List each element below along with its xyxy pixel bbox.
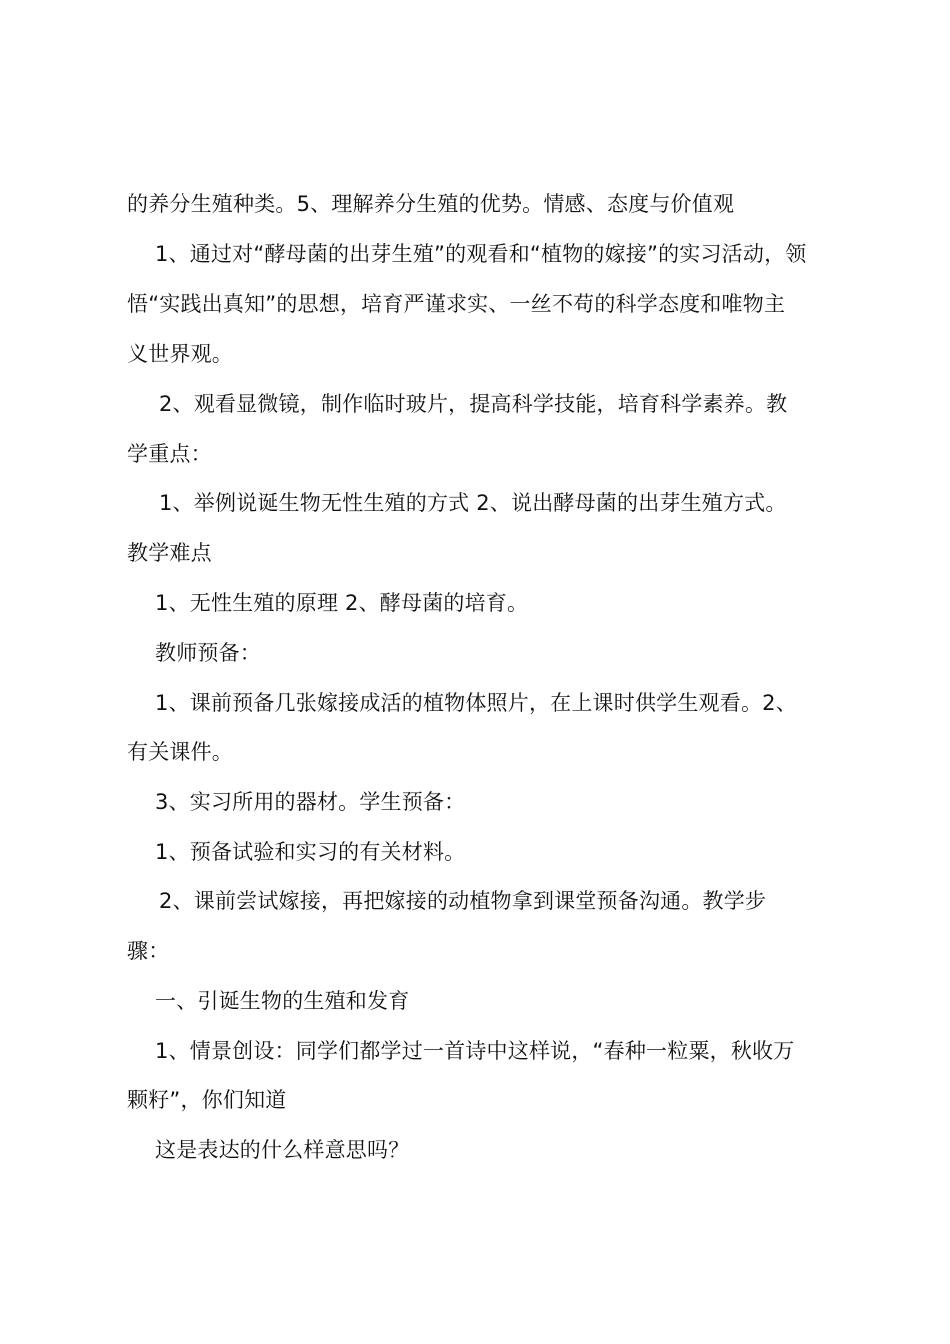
- text-line: 1、通过对“酵母菌的出芽生殖”的观看和“植物的嫁接”的实习活动，领: [155, 242, 807, 266]
- text-line: 1、预备试验和实习的有关材料。: [155, 840, 466, 864]
- text-line: 学重点：: [127, 442, 212, 466]
- text-line: 悟“实践出真知”的思想，培育严谨求实、一丝不苟的科学态度和唯物主: [127, 292, 786, 316]
- text-line: 1、情景创设：同学们都学过一首诗中这样说，“春种一粒粟，秋收万: [155, 1039, 795, 1063]
- text-line: 颗籽”，你们知道: [127, 1088, 287, 1112]
- text-line: 有关课件。: [127, 740, 233, 764]
- text-line: 的养分生殖种类。5、理解养分生殖的优势。情感、态度与价值观: [127, 192, 735, 216]
- text-line: 义世界观。: [127, 342, 233, 366]
- text-line: 教师预备：: [155, 641, 261, 665]
- text-line: 2、课前尝试嫁接，再把嫁接的动植物拿到课堂预备沟通。教学步: [159, 889, 767, 913]
- text-line: 3、实习所用的器材。学生预备：: [155, 790, 466, 814]
- text-line: 教学难点: [127, 541, 212, 565]
- text-line: 这是表达的什么样意思吗？: [155, 1138, 410, 1162]
- text-line: 1、举例说诞生物无性生殖的方式 2、说出酵母菌的出芽生殖方式。: [159, 491, 787, 515]
- text-line: 2、观看显微镜，制作临时玻片，提高科学技能，培育科学素养。教: [159, 392, 788, 416]
- text-line: 一、引诞生物的生殖和发育: [155, 989, 410, 1013]
- text-line: 1、课前预备几张嫁接成活的植物体照片，在上课时供学生观看。2、: [155, 691, 797, 715]
- text-line: 骤：: [127, 939, 170, 963]
- text-line: 1、无性生殖的原理 2、酵母菌的培育。: [155, 591, 529, 615]
